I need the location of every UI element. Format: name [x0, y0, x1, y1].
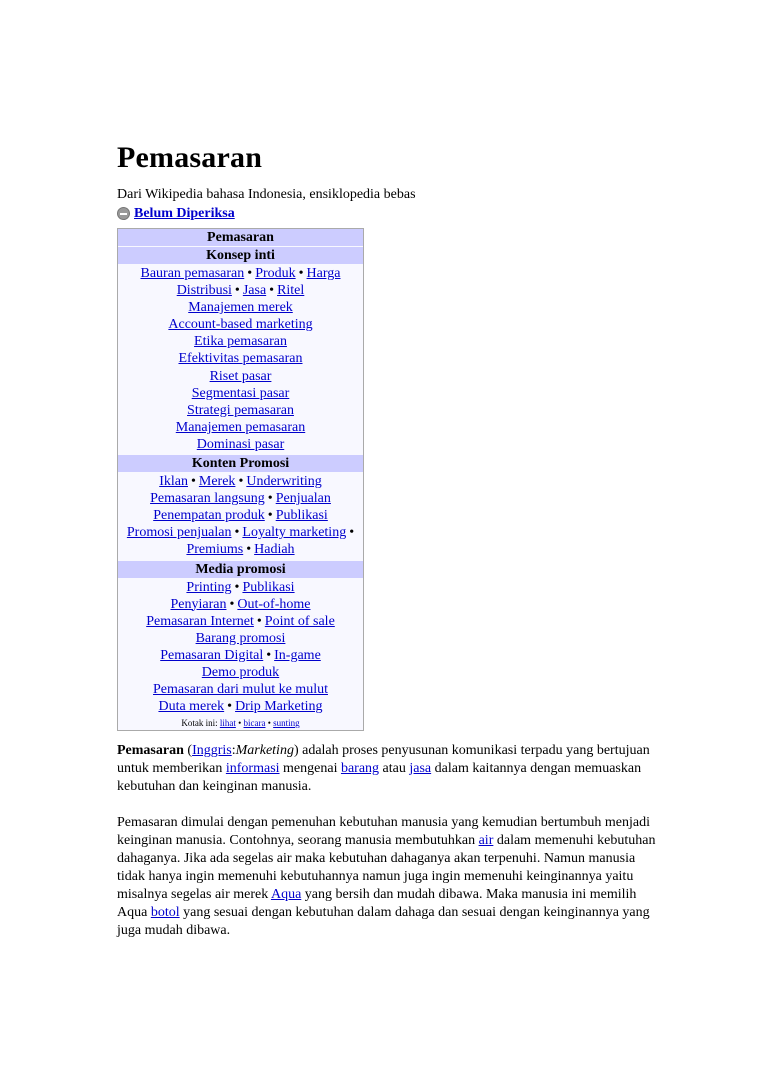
text-run: yang sesuai dengan kebutuhan dalam dahaga dan sesuai dengan keinginannya yang juga mudah dibawa. — [117, 905, 650, 938]
navbox-line — [118, 507, 363, 524]
navbox-group-heading: Media promosi — [118, 561, 363, 578]
link-barang[interactable]: barang — [340, 761, 380, 776]
navbox-footer-separator: • — [238, 718, 242, 729]
navbox-line — [118, 647, 363, 664]
navbox-link-duta-merek[interactable]: Duta merek — [158, 699, 225, 715]
navbox-line — [118, 664, 363, 681]
navbox-link-manajemen-merek[interactable]: Manajemen merek — [188, 300, 293, 316]
navbox-footer — [118, 717, 363, 730]
navbox-line — [118, 282, 363, 299]
navbox-separator: • — [256, 613, 262, 629]
navbox-line — [118, 350, 363, 367]
navbox-separator: • — [246, 542, 252, 558]
navbox-separator: • — [190, 474, 196, 490]
navbox-separator: • — [298, 266, 304, 281]
article-subtitle: Dari Wikipedia bahasa Indonesia, ensiklopedia bebas — [117, 187, 416, 202]
navbox-line — [118, 316, 363, 333]
link-air[interactable]: air — [478, 833, 494, 848]
navbox-separator: • — [266, 647, 272, 663]
text-run: ) adalah proses penyusunan komunikasi terpadu yang bertujuan untuk memberikan — [117, 743, 650, 776]
article-body — [117, 742, 657, 958]
navbox-link-produk[interactable]: Produk — [255, 266, 296, 281]
navbox-link-etika-pemasaran[interactable]: Etika pemasaran — [194, 334, 287, 350]
navbox-separator: • — [267, 491, 273, 507]
review-status-link[interactable]: Belum Diperiksa — [134, 206, 235, 221]
link-inggris[interactable]: Inggris — [192, 743, 232, 758]
navbox-line — [118, 473, 363, 490]
navbox-link-ritel[interactable]: Ritel — [277, 283, 305, 299]
navbox-footer-separator: • — [267, 718, 271, 729]
text-run: mengenai — [279, 761, 341, 776]
navbox-line — [118, 613, 363, 630]
navbox-separator: • — [267, 508, 273, 524]
navbox-link-pemasaran-internet[interactable]: Pemasaran Internet — [146, 613, 254, 629]
navbox-link-promosi-penjualan[interactable]: Promosi penjualan — [126, 525, 232, 541]
navbox-link-underwriting[interactable]: Underwriting — [246, 474, 322, 490]
navbox-line — [118, 541, 363, 558]
text-run: Pemasaran dimulai dengan pemenuhan kebutuhan manusia yang kemudian bertumbuh menjadi keinginan manusia. Contohnya, seorang manusia membutuhkan — [117, 815, 651, 848]
navbox-link-premiums[interactable]: Premiums — [186, 542, 244, 558]
navbox-line — [118, 490, 363, 507]
navbox-line — [118, 402, 363, 419]
navbox-group-list — [118, 472, 363, 560]
navbox-sections — [118, 247, 363, 717]
navbox-link-penempatan-produk[interactable]: Penempatan produk — [153, 508, 265, 524]
navbox-link-pemasaran-digital[interactable]: Pemasaran Digital — [160, 647, 264, 663]
page-title: Pemasaran — [117, 141, 263, 174]
navbox-link-jasa[interactable]: Jasa — [242, 283, 267, 299]
navbox-link-publikasi[interactable]: Publikasi — [242, 579, 295, 595]
navbox-link-printing[interactable]: Printing — [186, 579, 232, 595]
term-italic: Marketing — [235, 743, 294, 758]
navbox-group-heading: Konsep inti — [118, 247, 363, 264]
unchecked-status-icon — [117, 207, 130, 220]
navbox-link-penyiaran[interactable]: Penyiaran — [170, 596, 227, 612]
text-run: ( — [183, 743, 193, 758]
navbox-line — [118, 368, 363, 385]
review-status — [117, 206, 657, 222]
navbox-view-link[interactable]: lihat — [219, 718, 236, 729]
navbox-line — [118, 265, 363, 282]
navbox-line — [118, 385, 363, 402]
navbox-line — [118, 299, 363, 316]
navbox-link-out-of-home[interactable]: Out-of-home — [237, 596, 311, 612]
navbox-link-iklan[interactable]: Iklan — [159, 474, 188, 490]
link-jasa[interactable]: jasa — [409, 761, 432, 776]
navbox-link-riset-pasar[interactable]: Riset pasar — [209, 368, 272, 384]
link-informasi[interactable]: informasi — [225, 761, 280, 776]
navbox-link-pemasaran-dari-mulut-ke-mulut[interactable]: Pemasaran dari mulut ke mulut — [153, 682, 328, 698]
navbox-line — [118, 524, 363, 541]
navbox-line — [118, 630, 363, 647]
navbox-link-publikasi[interactable]: Publikasi — [275, 508, 328, 524]
navbox-separator: • — [234, 579, 240, 595]
navbox-line — [118, 579, 363, 596]
navbox-link-segmentasi-pasar[interactable]: Segmentasi pasar — [191, 385, 290, 401]
navbox-link-efektivitas-pemasaran[interactable]: Efektivitas pemasaran — [178, 351, 303, 367]
navbox-separator: • — [238, 474, 244, 490]
navbox-link-point-of-sale[interactable]: Point of sale — [264, 613, 335, 629]
text-run: yang bersih dan mudah dibawa. Maka manusia ini memilih Aqua — [117, 887, 637, 920]
term-bold: Pemasaran — [117, 743, 184, 758]
navbox-line — [118, 333, 363, 350]
navbox-group-heading: Konten Promosi — [118, 455, 363, 472]
navbox-line — [118, 436, 363, 453]
navbox-separator: • — [234, 525, 240, 541]
navbox-line — [118, 681, 363, 698]
navbox-footer-label: Kotak ini: — [181, 718, 218, 729]
text-run: dalam kaitannya dengan memuaskan kebutuhan dan keinginan manusia. — [117, 761, 642, 794]
text-run: dalam memenuhi kebutuhan dahaganya. Jika ada segelas air maka kebutuhan dahaganya akan terpenuhi. Namun manusia tidak hanya ingin memenuhi kebutuhannya namun juga ingin memenuhi keinginannya yaitu misalnya segelas air merek — [117, 833, 656, 902]
navbox-link-demo-produk[interactable]: Demo produk — [201, 664, 280, 680]
navbox-link-in-game[interactable]: In-game — [274, 647, 321, 663]
navbox-pemasaran — [117, 228, 364, 731]
navbox-talk-link[interactable]: bicara — [243, 718, 266, 729]
navbox-link-strategi-pemasaran[interactable]: Strategi pemasaran — [187, 402, 294, 418]
navbox-link-dominasi-pasar[interactable]: Dominasi pasar — [196, 436, 285, 452]
paragraph-intro — [117, 742, 657, 796]
navbox-group-list — [118, 264, 363, 455]
navbox-separator: • — [227, 699, 233, 715]
navbox-link-account-based-marketing[interactable]: Account-based marketing — [168, 317, 313, 333]
navbox-edit-link[interactable]: sunting — [273, 718, 300, 729]
navbox-link-bauran-pemasaran[interactable]: Bauran pemasaran — [140, 266, 245, 281]
navbox-line — [118, 419, 363, 436]
navbox-separator: • — [247, 266, 253, 281]
navbox-link-loyalty-marketing[interactable]: Loyalty marketing — [242, 525, 347, 541]
navbox-line — [118, 596, 363, 613]
navbox-link-merek[interactable]: Merek — [198, 474, 236, 490]
navbox-separator: • — [349, 525, 355, 541]
navbox-link-pemasaran-langsung[interactable]: Pemasaran langsung — [150, 491, 265, 507]
navbox-link-distribusi[interactable]: Distribusi — [176, 283, 232, 299]
navbox-link-harga[interactable]: Harga — [306, 266, 341, 281]
navbox-link-drip-marketing[interactable]: Drip Marketing — [235, 699, 323, 715]
link-botol[interactable]: botol — [150, 905, 180, 920]
navbox-separator: • — [229, 596, 235, 612]
navbox-link-barang-promosi[interactable]: Barang promosi — [195, 630, 286, 646]
article — [117, 140, 657, 938]
navbox-link-penjualan[interactable]: Penjualan — [275, 491, 331, 507]
navbox-link-hadiah[interactable]: Hadiah — [254, 542, 295, 558]
navbox-title: Pemasaran — [118, 229, 363, 247]
navbox-separator: • — [234, 283, 240, 299]
navbox-separator: • — [269, 283, 275, 299]
navbox-link-manajemen-pemasaran[interactable]: Manajemen pemasaran — [175, 419, 306, 435]
link-aqua[interactable]: Aqua — [270, 887, 302, 902]
paragraph-example — [117, 814, 657, 940]
text-run: atau — [379, 761, 410, 776]
navbox-line — [118, 698, 363, 715]
text-run: : — [231, 743, 236, 758]
navbox-group-list — [118, 578, 363, 718]
